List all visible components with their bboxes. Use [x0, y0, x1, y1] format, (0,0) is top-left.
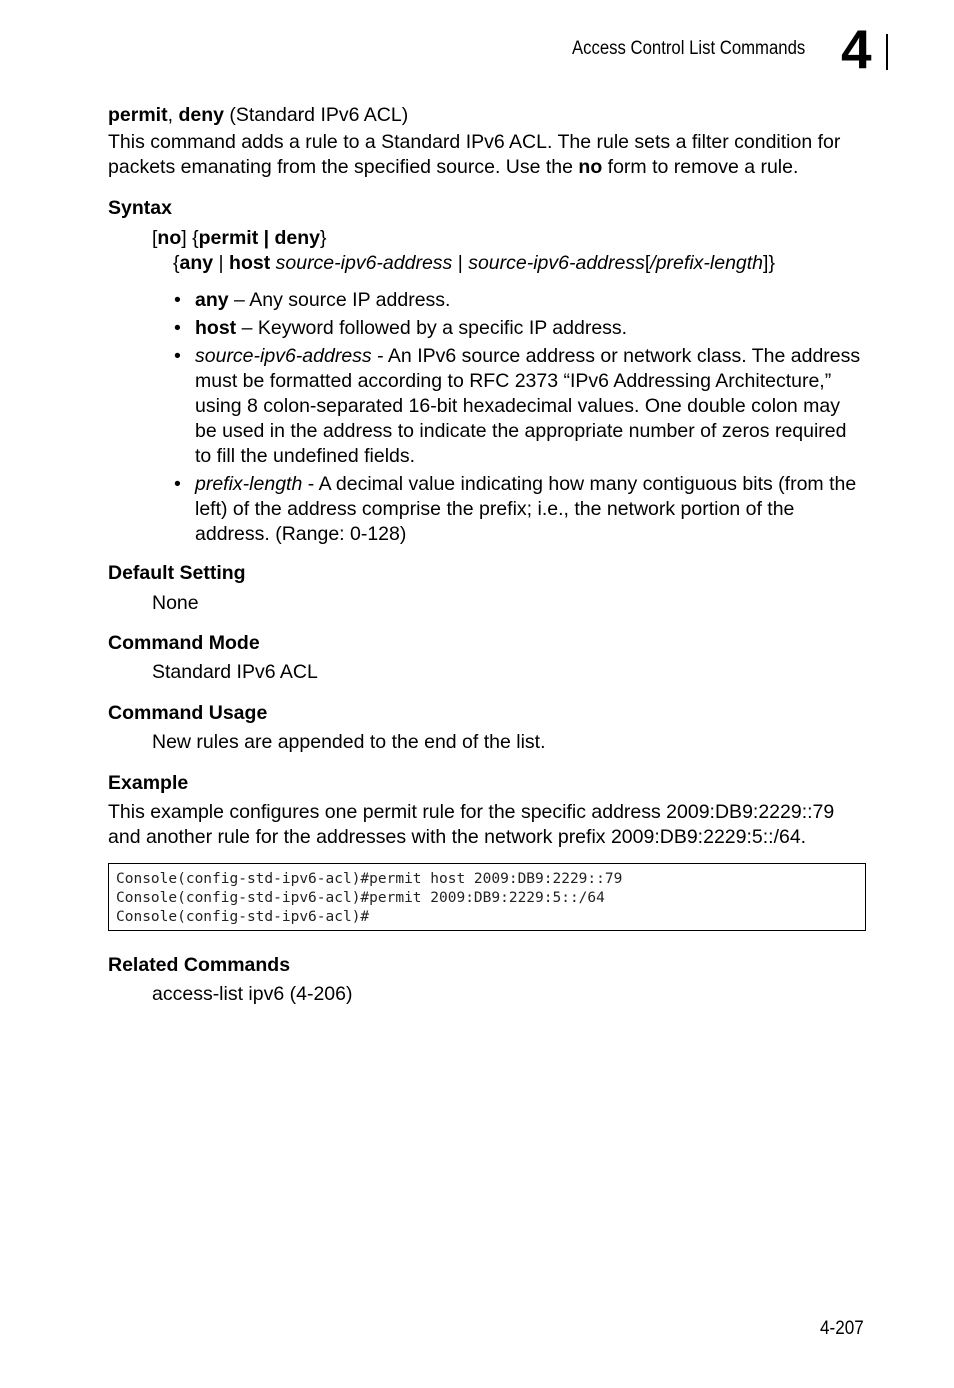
syntax-bracket: ] {: [181, 227, 199, 249]
syntax-bracket: ]}: [763, 252, 775, 274]
page-number: 4-207: [820, 1318, 864, 1339]
syntax-permit-deny: permit | deny: [198, 227, 321, 249]
list-item: [174, 316, 864, 341]
syntax-separator: |: [213, 252, 230, 274]
param-term: prefix-length: [195, 473, 303, 495]
param-term: source-ipv6-address: [195, 345, 372, 367]
param-term: any: [195, 289, 229, 311]
syntax-bracket: [: [152, 227, 158, 249]
code-example: [108, 863, 866, 931]
example-heading: Example: [108, 772, 189, 794]
command-mode-text: Standard IPv6 ACL: [152, 661, 318, 683]
keyword-permit: permit: [108, 104, 168, 126]
title-qualifier: (Standard IPv6 ACL): [223, 104, 409, 126]
command-usage-heading: Command Usage: [108, 702, 268, 724]
default-setting-text: None: [152, 592, 199, 614]
param-term: host: [195, 317, 237, 339]
syntax-line-1: [152, 226, 327, 251]
param-desc: - A decimal value indicating how many contiguous bits (from the left) of the address comprise the prefix; i.e., the network portion of the address. (Range: 0-128): [195, 473, 857, 545]
chapter-number: 4: [841, 18, 872, 80]
syntax-source-address: source-ipv6-address: [468, 252, 645, 274]
bullet: •: [174, 345, 181, 367]
syntax-prefix-length: /prefix-length: [650, 252, 764, 274]
related-commands-heading: Related Commands: [108, 954, 291, 976]
running-header-title: Access Control List Commands: [572, 38, 806, 59]
bullet: •: [174, 289, 181, 311]
syntax-no: no: [157, 227, 182, 249]
intro-text-1: This command adds a rule to a Standard IPv6 ACL. The rule sets a filter condition for packets emanating from the specified source. Use the: [108, 131, 841, 178]
syntax-bracket: [: [644, 252, 651, 274]
title-comma: ,: [167, 104, 179, 126]
syntax-source-address: source-ipv6-address: [275, 252, 453, 274]
syntax-separator: |: [452, 252, 469, 274]
command-title: [108, 103, 408, 128]
list-item: [174, 344, 864, 469]
syntax-any: any: [179, 252, 214, 274]
param-desc: - An IPv6 source address or network class. The address must be formatted according to RFC 2373 “IPv6 Addressing Architecture,” using 8 colon-separated 16-bit hexadecimal values. One double colon may be used in the address to indicate the appropriate number of zeros required to fill the undefined fields.: [195, 345, 861, 467]
syntax-bracket: {: [173, 252, 180, 274]
code-line: Console(config-std-ipv6-acl)#: [116, 909, 370, 925]
chapter-divider: [886, 34, 888, 70]
code-line: Console(config-std-ipv6-acl)#permit 2009:DB9:2229:5::/64: [116, 890, 605, 906]
param-desc: – Any source IP address.: [228, 289, 451, 311]
intro-text-2: form to remove a rule.: [602, 156, 799, 178]
code-line: Console(config-std-ipv6-acl)#permit host 2009:DB9:2229::79: [116, 871, 623, 887]
syntax-line-2: [173, 251, 775, 276]
param-desc: – Keyword followed by a specific IP address.: [236, 317, 628, 339]
command-usage-text: New rules are appended to the end of the list.: [152, 731, 546, 753]
bullet: •: [174, 317, 181, 339]
command-mode-heading: Command Mode: [108, 632, 260, 654]
list-item: [174, 288, 864, 313]
related-commands-text: access-list ipv6 (4-206): [152, 983, 353, 1005]
syntax-bracket: }: [320, 227, 327, 249]
command-description: [108, 130, 868, 180]
syntax-host: host: [229, 252, 271, 274]
syntax-heading: Syntax: [108, 197, 172, 219]
keyword-deny: deny: [178, 104, 224, 126]
example-text: This example configures one permit rule for the specific address 2009:DB9:2229::79 and another rule for the addresses with the network prefix 2009:DB9:2229:5::/64.: [108, 801, 835, 848]
parameter-list: [174, 288, 864, 550]
bullet: •: [174, 473, 181, 495]
keyword-no: no: [578, 156, 603, 178]
list-item: [174, 472, 864, 547]
default-setting-heading: Default Setting: [108, 562, 246, 584]
